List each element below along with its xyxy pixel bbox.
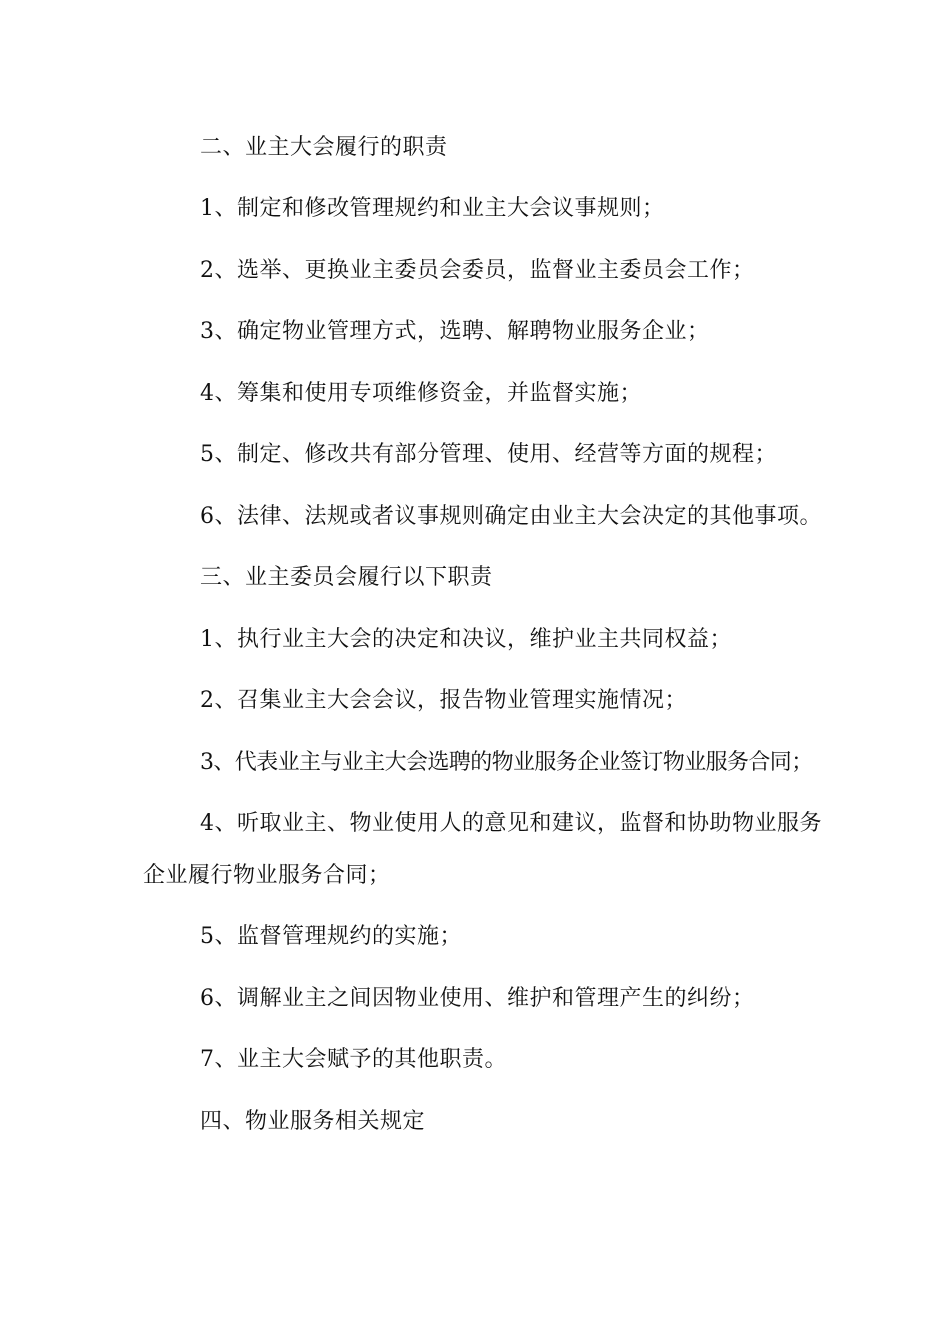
list-item: 6、调解业主之间因物业使用、维护和管理产生的纠纷； — [200, 986, 755, 1011]
list-item: 3、代表业主与业主大会选聘的物业服务企业签订物业服务合同； — [200, 750, 813, 775]
list-item: 5、制定、修改共有部分管理、使用、经营等方面的规程； — [200, 442, 777, 467]
section-heading: 二、业主大会履行的职责 — [200, 135, 448, 160]
list-item: 2、召集业主大会会议，报告物业管理实施情况； — [200, 688, 687, 713]
section-heading: 四、物业服务相关规定 — [200, 1109, 426, 1134]
list-item: 2、选举、更换业主委员会委员，监督业主委员会工作； — [200, 258, 755, 283]
list-item: 7、业主大会赋予的其他职责。 — [200, 1047, 507, 1072]
list-item: 3、确定物业管理方式，选聘、解聘物业服务企业； — [200, 319, 710, 344]
section-heading: 三、业主委员会履行以下职责 — [200, 565, 493, 590]
list-item: 1、制定和修改管理规约和业主大会议事规则； — [200, 196, 665, 221]
list-item: 6、法律、法规或者议事规则确定由业主大会决定的其他事项。 — [200, 504, 822, 529]
list-item: 5、监督管理规约的实施； — [200, 924, 462, 949]
list-item: 1、执行业主大会的决定和决议，维护业主共同权益； — [200, 627, 732, 652]
list-item: 4、筹集和使用专项维修资金，并监督实施； — [200, 381, 642, 406]
list-item-continuation: 企业履行物业服务合同； — [143, 863, 391, 888]
list-item: 4、听取业主、物业使用人的意见和建议，监督和协助物业服务 — [200, 811, 822, 836]
